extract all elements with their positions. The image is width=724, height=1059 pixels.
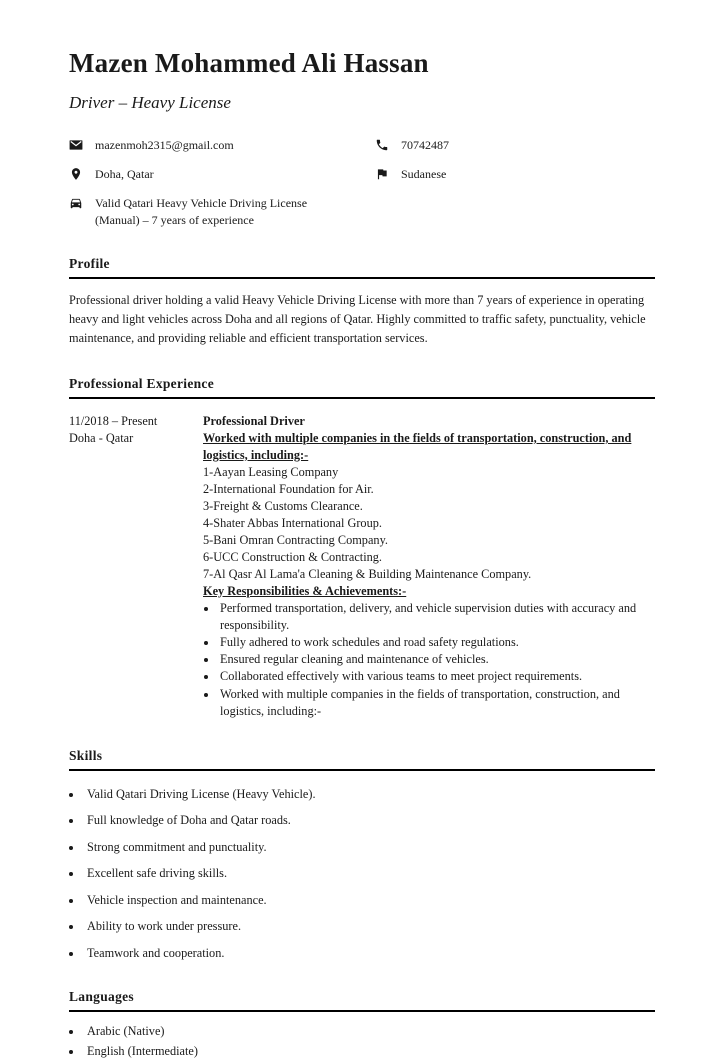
- list-item: • Teamwork and cooperation.: [83, 946, 655, 961]
- contact-nationality: [375, 166, 655, 182]
- list-item: • English (Intermediate): [83, 1044, 655, 1059]
- companies-list: [203, 464, 655, 583]
- companies-heading: Worked with multiple companies in the fields of transportation, construction, and logistics, including:-: [203, 430, 632, 462]
- email-text: mazenmoh2315@gmail.com: [95, 138, 234, 152]
- contact-phone: [375, 137, 655, 153]
- experience-role: Professional Driver: [203, 413, 305, 428]
- nationality-text: Sudanese: [401, 167, 447, 182]
- contact-email: [69, 137, 375, 153]
- experience-date: 11/2018 – Present: [69, 413, 158, 428]
- license-text: Valid Qatari Heavy Vehicle Driving License (Manual) – 7 years of experience: [95, 196, 308, 227]
- job-title: Driver – Heavy License: [69, 93, 231, 112]
- profile-text: Professional driver holding a valid Heavy Vehicle Driving License with more than 7 years of experience in operating heavy and light vehicles across Doha and all regions of Qatar. Highly committed to traffic safety, punctuality, vehicle maintenance, and providing reliable and efficient transportation services.: [69, 292, 646, 345]
- car-icon: [69, 196, 83, 210]
- list-item: 2-International Foundation for Air.: [203, 481, 374, 496]
- list-item: • Worked with multiple companies in the fields of transportation, construction, and logistics, including:-: [218, 686, 655, 720]
- list-item: 1-Aayan Leasing Company: [203, 464, 339, 479]
- list-item: • Performed transportation, delivery, and vehicle supervision duties with accuracy and responsibility.: [218, 600, 655, 634]
- list-item: 3-Freight & Customs Clearance.: [203, 498, 363, 513]
- list-item: 4-Shater Abbas International Group.: [203, 515, 382, 530]
- list-item: • Full knowledge of Doha and Qatar roads.: [83, 813, 655, 828]
- experience-location: Doha - Qatar: [69, 431, 134, 446]
- contact-location: [69, 166, 375, 182]
- phone-text: 70742487: [401, 138, 449, 152]
- experience-entry: [69, 413, 655, 720]
- list-item: • Excellent safe driving skills.: [83, 866, 655, 881]
- responsibilities-list: [203, 600, 655, 720]
- list-item: • Valid Qatari Driving License (Heavy Vehicle).: [83, 787, 655, 802]
- list-item: • Arabic (Native): [83, 1024, 655, 1039]
- profile-heading: Profile: [69, 256, 655, 279]
- experience-heading: Professional Experience: [69, 376, 655, 399]
- skills-heading: Skills: [69, 748, 655, 771]
- languages-list: [69, 1024, 655, 1059]
- list-item: • Vehicle inspection and maintenance.: [83, 893, 655, 908]
- responsibilities-heading: Key Responsibilities & Achievements:-: [203, 583, 407, 598]
- list-item: • Collaborated effectively with various teams to meet project requirements.: [218, 668, 655, 685]
- candidate-name: Mazen Mohammed Ali Hassan: [69, 48, 429, 78]
- skills-list: [69, 787, 655, 961]
- experience-body: [203, 413, 655, 720]
- list-item: 6-UCC Construction & Contracting.: [203, 549, 382, 564]
- list-item: • Ability to work under pressure.: [83, 919, 655, 934]
- list-item: • Strong commitment and punctuality.: [83, 840, 655, 855]
- list-item: • Fully adhered to work schedules and road safety regulations.: [218, 634, 655, 651]
- experience-meta: [69, 413, 203, 720]
- contact-section: [69, 137, 655, 228]
- contact-license: [69, 195, 375, 227]
- languages-heading: Languages: [69, 989, 655, 1012]
- flag-icon: [375, 167, 389, 181]
- list-item: 7-Al Qasr Al Lama'a Cleaning & Building Maintenance Company.: [203, 566, 532, 581]
- location-text: Doha, Qatar: [95, 167, 154, 182]
- location-pin-icon: [69, 167, 83, 181]
- list-item: 5-Bani Omran Contracting Company.: [203, 532, 388, 547]
- list-item: • Ensured regular cleaning and maintenance of vehicles.: [218, 651, 655, 668]
- mail-icon: [69, 138, 83, 152]
- phone-icon: [375, 138, 389, 152]
